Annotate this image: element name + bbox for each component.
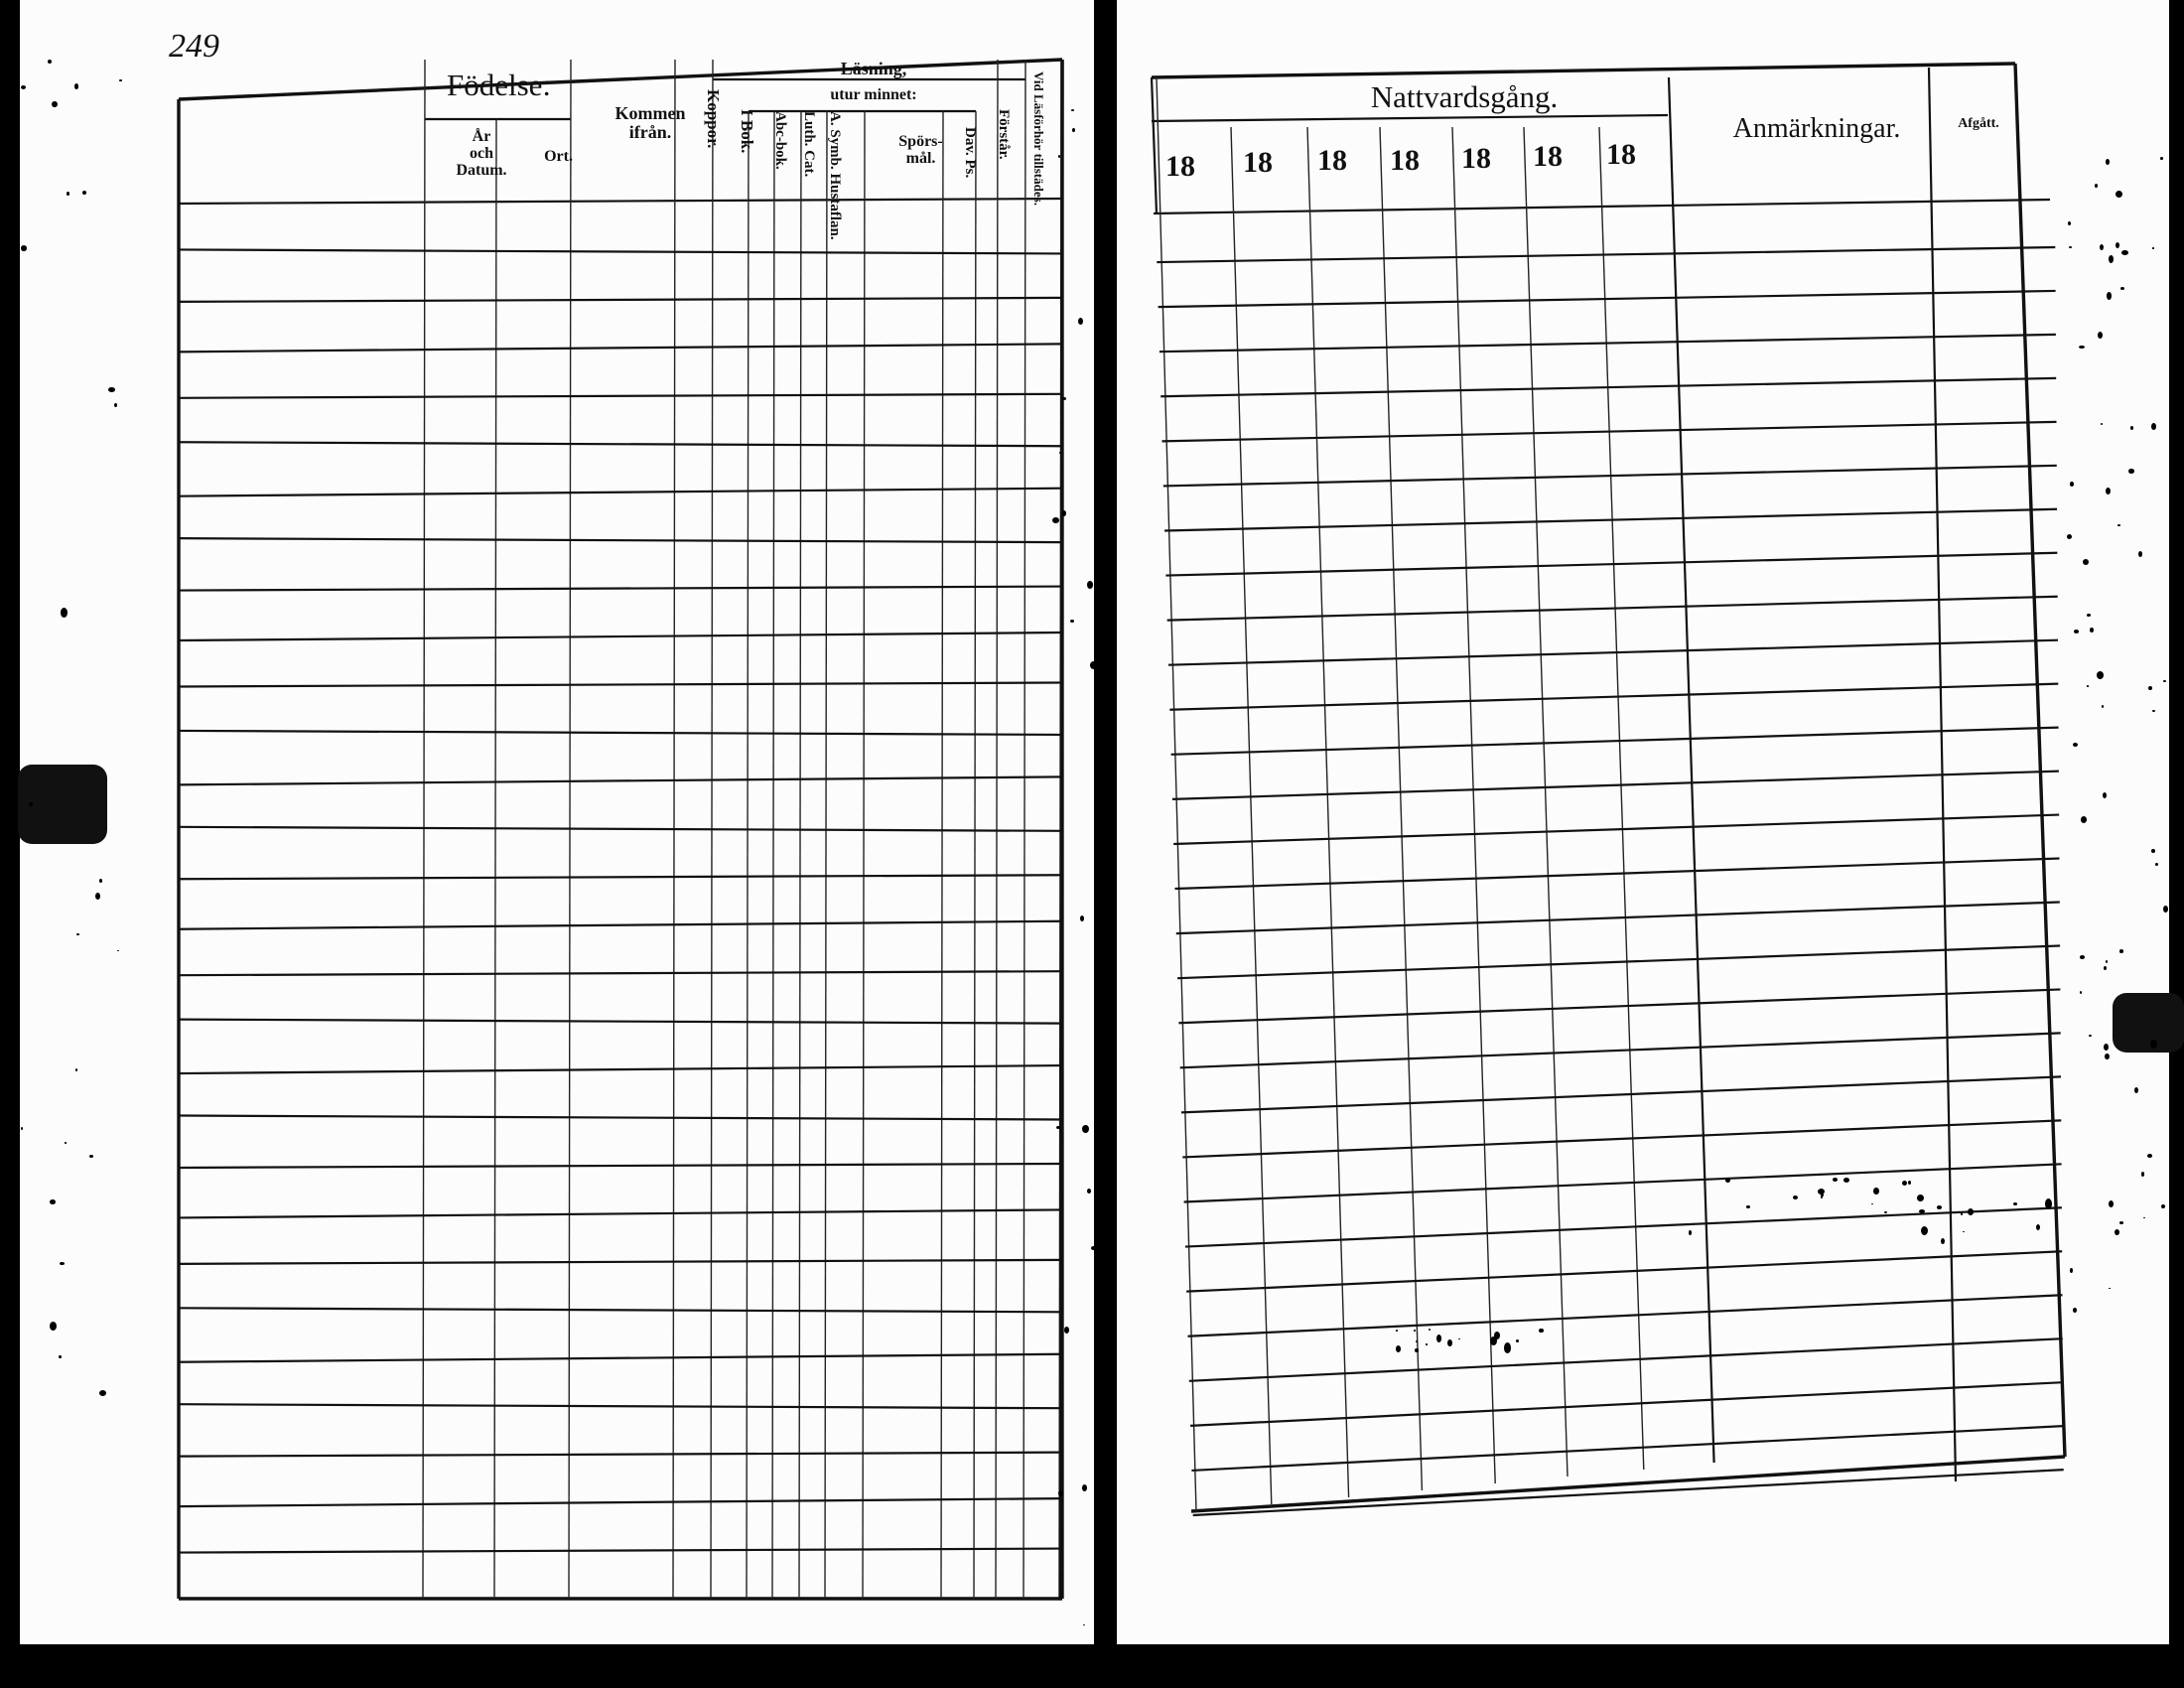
header-bottom bbox=[179, 199, 1062, 204]
year-col-line-6 bbox=[1599, 127, 1644, 1470]
nattvard-underline bbox=[1152, 115, 1668, 121]
header-fodelse: Födelse: bbox=[447, 68, 552, 102]
noise-speck bbox=[1087, 581, 1093, 589]
col-line-6 bbox=[772, 111, 774, 1599]
row-line-17 bbox=[1177, 945, 2060, 978]
row-line-9 bbox=[1167, 597, 2058, 621]
noise-speck bbox=[1447, 1339, 1452, 1346]
row-line-26 bbox=[179, 1453, 1062, 1457]
header-ar-och-datum: År och Datum. bbox=[456, 128, 507, 179]
noise-speck bbox=[2155, 863, 2158, 866]
row-line-20 bbox=[1181, 1076, 2061, 1112]
noise-speck bbox=[1963, 1231, 1965, 1232]
noise-speck bbox=[50, 1199, 56, 1205]
row-line-27 bbox=[179, 1498, 1062, 1506]
frame-top bbox=[1152, 64, 2015, 77]
row-line-14 bbox=[1173, 815, 2059, 844]
noise-speck bbox=[2101, 423, 2103, 425]
row-line-24 bbox=[1186, 1251, 2062, 1291]
noise-speck bbox=[1059, 452, 1061, 454]
row-line-29 bbox=[1193, 1470, 2064, 1515]
row-line-8 bbox=[179, 587, 1062, 591]
noise-speck bbox=[82, 191, 86, 195]
noise-speck bbox=[2161, 1204, 2165, 1208]
header-lasning: Läsning, bbox=[840, 59, 907, 78]
col-line-7 bbox=[799, 111, 801, 1599]
header-a-symb-hustaflan: A. Symb. Hustaflan. bbox=[827, 111, 843, 240]
noise-speck bbox=[2103, 792, 2107, 798]
noise-speck bbox=[2116, 242, 2119, 248]
col-line-5 bbox=[747, 111, 749, 1599]
noise-speck bbox=[2106, 960, 2108, 962]
noise-speck bbox=[1941, 1238, 1945, 1244]
noise-speck bbox=[2104, 1044, 2109, 1051]
row-line-10 bbox=[179, 682, 1062, 686]
row-line-6 bbox=[179, 489, 1062, 496]
noise-speck bbox=[76, 933, 79, 935]
row-line-15 bbox=[1175, 859, 2060, 890]
book-gutter bbox=[1094, 0, 1117, 1688]
noise-speck bbox=[1843, 1178, 1849, 1183]
noise-speck bbox=[1833, 1178, 1838, 1182]
noise-speck bbox=[2100, 244, 2104, 250]
noise-speck bbox=[2163, 680, 2166, 682]
bottom-edge bbox=[0, 1644, 2184, 1688]
row-line-25 bbox=[179, 1404, 1062, 1408]
row-line-18 bbox=[179, 1065, 1062, 1073]
noise-speck bbox=[1082, 1125, 1089, 1133]
header-kommen-ifran: Kommen ifrån. bbox=[614, 103, 686, 142]
row-line-27 bbox=[1190, 1382, 2063, 1426]
header-dav-ps: Dav. Ps. bbox=[962, 127, 978, 179]
frame-left-header bbox=[1152, 77, 1157, 213]
noise-speck bbox=[1504, 1342, 1511, 1353]
noise-speck bbox=[2141, 1172, 2144, 1177]
left-page bbox=[20, 0, 1094, 1644]
noise-speck bbox=[2090, 628, 2094, 632]
noise-speck bbox=[2151, 423, 2156, 430]
col-line-12 bbox=[996, 60, 998, 1599]
noise-speck bbox=[1064, 1327, 1069, 1334]
row-line-11 bbox=[179, 731, 1062, 735]
row-line-7 bbox=[1164, 509, 2057, 531]
noise-speck bbox=[2045, 1198, 2052, 1209]
noise-speck bbox=[1902, 1181, 1907, 1186]
noise-speck bbox=[99, 879, 102, 883]
noise-speck bbox=[2068, 221, 2071, 225]
header-vid-lasforhor: Vid Läsförhör tillstädes. bbox=[1031, 71, 1046, 206]
col-line-14 bbox=[1060, 60, 1062, 1599]
row-line-20 bbox=[179, 1164, 1062, 1168]
noise-speck bbox=[2087, 614, 2091, 617]
row-line-22 bbox=[179, 1260, 1062, 1264]
header-luth-cat: Luth. Cat. bbox=[801, 111, 817, 178]
noise-speck bbox=[2152, 247, 2154, 248]
col-line-11 bbox=[974, 111, 976, 1599]
header-anmarkningar: Anmärkningar. bbox=[1732, 113, 1901, 144]
row-line-12 bbox=[179, 776, 1062, 784]
header-koppor: Koppor. bbox=[704, 89, 723, 149]
header-forstar: Förstår. bbox=[996, 109, 1012, 160]
row-line-21 bbox=[179, 1209, 1062, 1217]
col-line-13 bbox=[1024, 60, 1025, 1599]
row-line-16 bbox=[1176, 903, 2060, 934]
noise-speck bbox=[99, 1390, 106, 1396]
year-col-line-7 bbox=[1669, 77, 1714, 1463]
row-line-28 bbox=[179, 1549, 1062, 1553]
row-line-2 bbox=[179, 298, 1062, 302]
header-i-bok: I Bok. bbox=[738, 109, 756, 154]
row-line-16 bbox=[179, 971, 1062, 975]
row-line-2 bbox=[1159, 291, 2056, 307]
row-line-26 bbox=[1189, 1338, 2063, 1381]
year-col-1: 18 bbox=[1165, 150, 1195, 183]
row-line-23 bbox=[179, 1308, 1062, 1312]
row-line-15 bbox=[179, 921, 1062, 929]
year-col-4: 18 bbox=[1390, 144, 1420, 177]
noise-speck bbox=[2079, 346, 2085, 350]
noise-speck bbox=[1937, 1205, 1942, 1208]
noise-speck bbox=[2117, 524, 2120, 526]
row-line-10 bbox=[1168, 640, 2058, 665]
header-ort: Ort. bbox=[544, 148, 573, 165]
row-line-22 bbox=[1184, 1164, 2062, 1201]
row-line-1 bbox=[179, 249, 1062, 253]
noise-speck bbox=[95, 893, 100, 900]
noise-speck bbox=[1058, 1490, 1063, 1496]
noise-speck bbox=[89, 1155, 93, 1158]
row-line-13 bbox=[179, 827, 1062, 831]
header-sporsmal: Spörs- mål. bbox=[898, 133, 943, 167]
row-line-25 bbox=[1188, 1295, 2063, 1336]
noise-speck bbox=[1725, 1178, 1730, 1183]
header-abc-bok: Abc-bok. bbox=[772, 111, 788, 170]
row-line-7 bbox=[179, 538, 1062, 542]
noise-speck bbox=[2089, 1035, 2092, 1037]
row-line-18 bbox=[1178, 989, 2060, 1023]
noise-speck bbox=[2147, 1154, 2152, 1158]
noise-speck bbox=[2083, 559, 2089, 565]
row-line-11 bbox=[1169, 684, 2058, 710]
row-line-17 bbox=[179, 1020, 1062, 1024]
noise-speck bbox=[1426, 1343, 1428, 1344]
noise-speck bbox=[2128, 469, 2134, 475]
year-col-line-2 bbox=[1307, 127, 1349, 1497]
row-line-21 bbox=[1182, 1120, 2061, 1157]
noise-speck bbox=[1087, 1189, 1091, 1194]
noise-speck bbox=[1090, 661, 1097, 669]
noise-speck bbox=[2070, 1268, 2073, 1273]
col-line-10 bbox=[941, 111, 943, 1599]
year-col-2: 18 bbox=[1243, 146, 1273, 179]
row-line-14 bbox=[179, 875, 1062, 879]
noise-speck bbox=[1436, 1335, 1441, 1342]
year-col-5: 18 bbox=[1461, 142, 1491, 175]
noise-speck bbox=[1070, 620, 1074, 623]
noise-speck bbox=[2115, 1229, 2119, 1235]
year-col-line-1 bbox=[1231, 127, 1272, 1504]
noise-speck bbox=[1414, 1330, 1416, 1332]
year-col-7: 18 bbox=[1606, 138, 1636, 171]
header-utur-minnet: utur minnet: bbox=[830, 86, 917, 103]
year-col-6: 18 bbox=[1533, 140, 1563, 173]
row-line-8 bbox=[1165, 553, 2057, 576]
page-number: 249 bbox=[169, 28, 219, 65]
noise-speck bbox=[29, 802, 33, 805]
noise-speck bbox=[2120, 287, 2124, 290]
noise-speck bbox=[21, 85, 26, 89]
noise-speck bbox=[59, 1355, 62, 1359]
row-line-13 bbox=[1172, 772, 2059, 799]
noise-speck bbox=[1396, 1345, 1401, 1352]
year-col-line-0 bbox=[1157, 77, 1196, 1511]
col-line-9 bbox=[863, 111, 865, 1599]
right-register-grid bbox=[1117, 0, 2169, 1644]
row-line-3 bbox=[179, 344, 1062, 352]
right-page bbox=[1117, 0, 2169, 1644]
year-col-3: 18 bbox=[1317, 144, 1347, 177]
noise-speck bbox=[2036, 1224, 2040, 1230]
noise-speck bbox=[2081, 816, 2087, 823]
row-line-23 bbox=[1185, 1207, 2062, 1246]
header-nattvardsgang: Nattvardsgång. bbox=[1370, 79, 1559, 114]
noise-speck bbox=[2073, 1308, 2077, 1313]
row-line-3 bbox=[1160, 335, 2056, 352]
col-line-1 bbox=[494, 119, 496, 1599]
col-line-8 bbox=[825, 111, 827, 1599]
noise-speck bbox=[2119, 949, 2123, 953]
noise-speck bbox=[2148, 686, 2152, 690]
row-line-9 bbox=[179, 633, 1062, 640]
noise-speck bbox=[2150, 1040, 2157, 1049]
noise-speck bbox=[2069, 246, 2072, 248]
row-line-19 bbox=[179, 1116, 1062, 1120]
noise-speck bbox=[74, 83, 78, 89]
row-line-12 bbox=[1171, 728, 2059, 755]
noise-speck bbox=[2074, 630, 2079, 633]
book-clip-right bbox=[2113, 993, 2184, 1053]
noise-speck bbox=[1080, 915, 1084, 921]
noise-speck bbox=[1494, 1332, 1500, 1339]
noise-speck bbox=[114, 403, 117, 407]
row-line-1 bbox=[1157, 247, 2055, 262]
row-line-5 bbox=[179, 442, 1062, 446]
noise-speck bbox=[2160, 157, 2163, 160]
row-line-19 bbox=[1180, 1033, 2061, 1067]
header-afgatt: Afgått. bbox=[1958, 116, 1999, 131]
noise-speck bbox=[2013, 1202, 2017, 1205]
row-line-4 bbox=[179, 394, 1062, 398]
noise-speck bbox=[2107, 292, 2112, 299]
year-col-line-3 bbox=[1380, 127, 1422, 1490]
noise-speck bbox=[1689, 1230, 1692, 1235]
frame-right bbox=[2015, 64, 2065, 1457]
left-register-grid bbox=[20, 0, 1094, 1644]
row-line-24 bbox=[179, 1354, 1062, 1362]
